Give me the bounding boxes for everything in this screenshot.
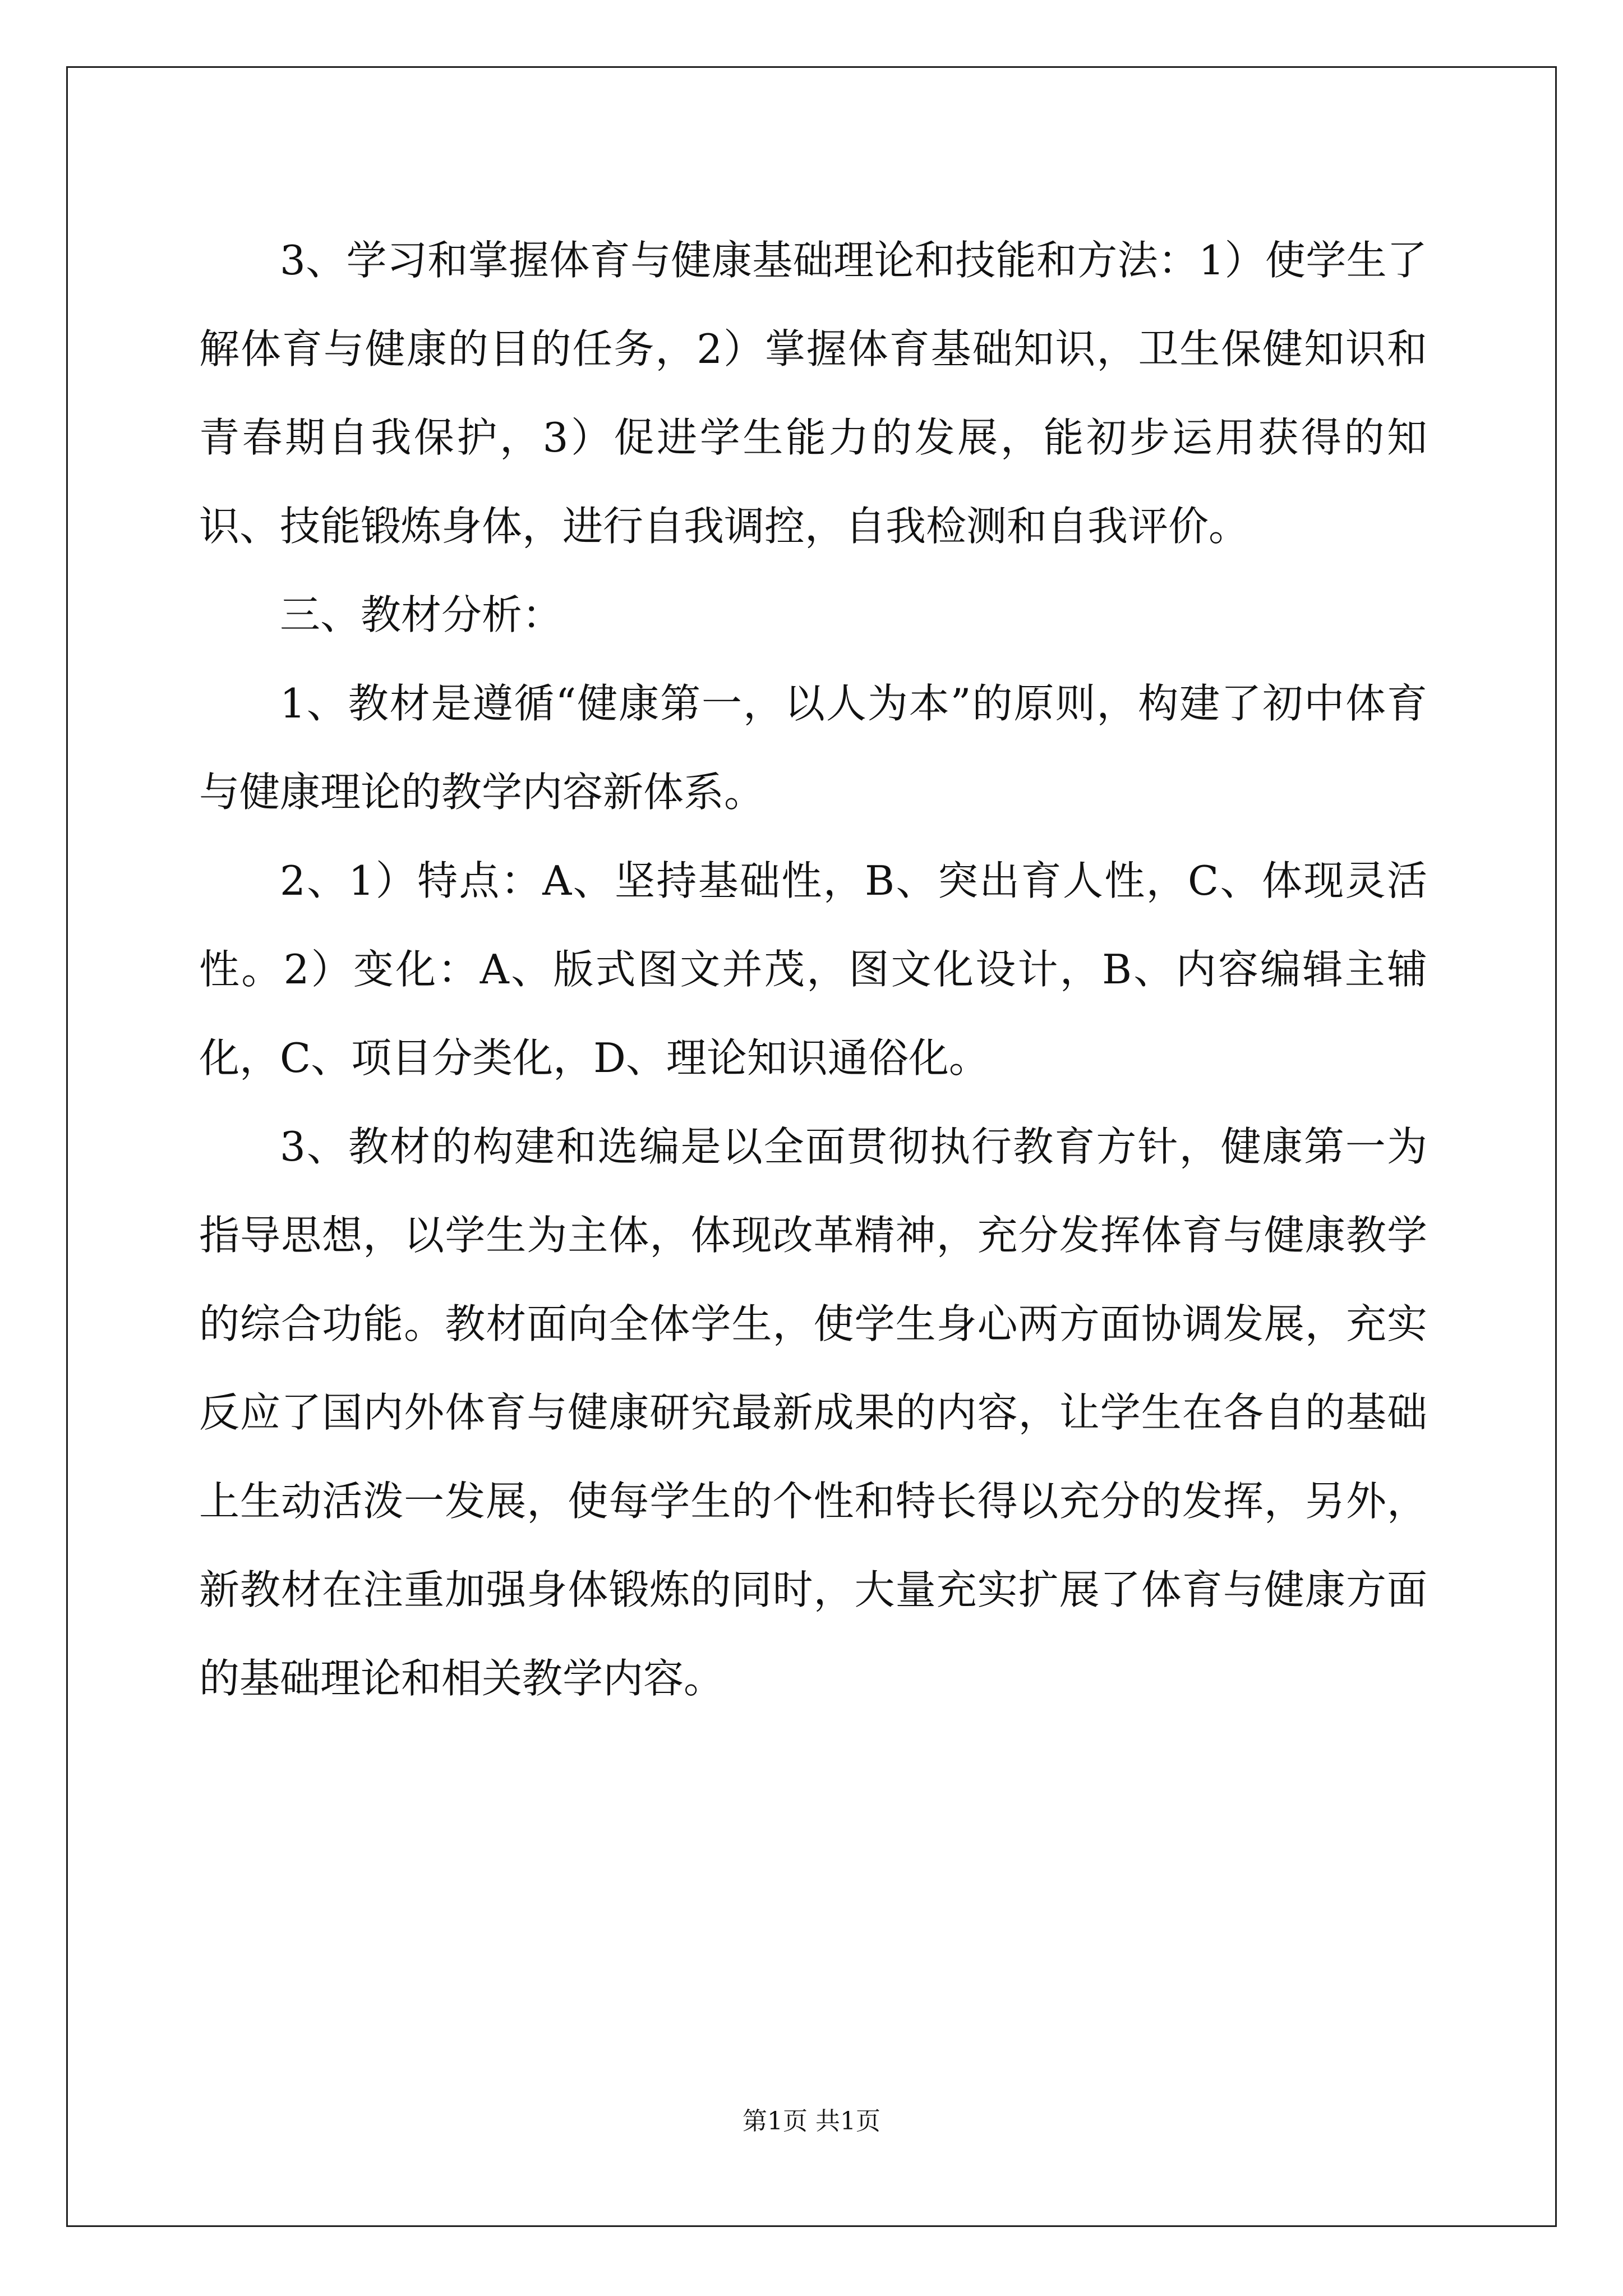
section-heading-textbook-analysis: 三、教材分析： [280, 591, 563, 638]
document-body [199, 216, 1427, 1723]
page-number-footer: 第1页 共1页 [743, 2107, 880, 2136]
paragraph-textbook-principle: 1、教材是遵循“健康第一，以人为本”的原则，构建了初中体育与健康理论的教学内容新体系。 [199, 680, 1427, 816]
paragraph-features-changes: 2、1）特点：A、坚持基础性，B、突出育人性，C、体现灵活性。2）变化：A、版式图文并茂，图文化设计，B、内容编辑主辅化，C、项目分类化，D、理论知识通俗化。 [199, 857, 1427, 1082]
paragraph-textbook-construction: 3、教材的构建和选编是以全面贯彻执行教育方针，健康第一为指导思想，以学生为主体，体现改革精神，充分发挥体育与健康教学的综合功能。教材面向全体学生，使学生身心两方面协调发展，充实反应了国内外体育与健康研究最新成果的内容，让学生在各自的基础上生动活泼一发展，使每学生的个性和特长得以充分的发挥，另外，新教材在注重加强身体锻炼的同时，大量充实扩展了体育与健康方面的基础理论和相关教学内容。 [199, 1123, 1427, 1702]
paragraph-learning-goals: 3、学习和掌握体育与健康基础理论和技能和方法：1）使学生了解体育与健康的目的任务，2）掌握体育基础知识，卫生保健知识和青春期自我保护，3）促进学生能力的发展，能初步运用获得的知识、技能锻炼身体，进行自我调控，自我检测和自我评价。 [199, 237, 1427, 550]
